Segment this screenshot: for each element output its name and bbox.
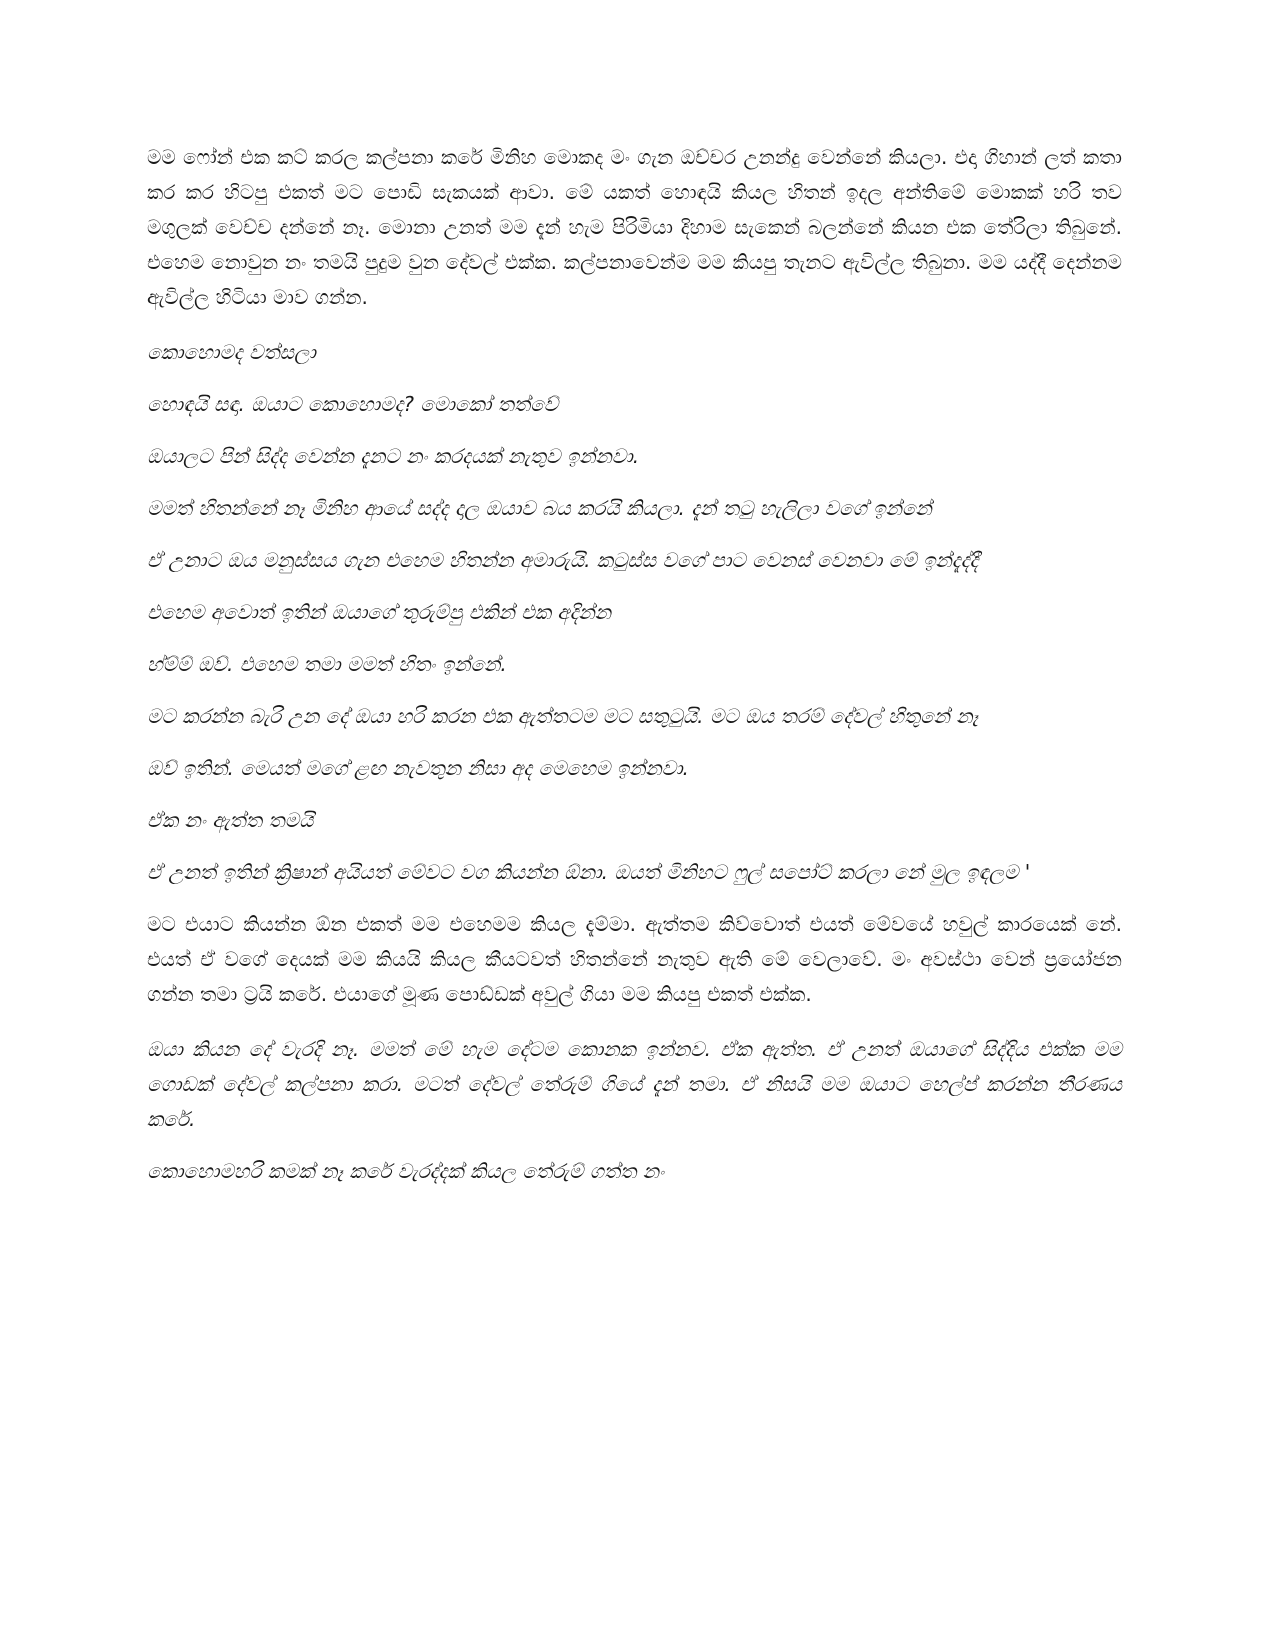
dialogue-line: මමත් හිතන්නේ නෑ මිනිහ ආයේ සද්ද දාල ඔයාව බය කරයි කියලා. දැන් තටු හැලිලා වගේ ඉන්නේ — [147, 496, 932, 520]
dialogue-line: මට කරන්න බැරි උන දේ ඔයා හරි කරන එක ඇත්තටම මට සතුටුයි. මට ඔය තරම් දේවල් හිතුනේ නෑ — [147, 704, 979, 728]
dialogue-line: ඒ උනාට ඔය මනුස්සය ගැන එහෙම හිතන්න අමාරුයි. කටුස්ස වගේ පාට වෙනස් වෙනවා මේ ඉන්දැද්දී — [147, 548, 979, 572]
dialogue-line: ඒක නං ඇත්ත තමයි — [147, 808, 314, 832]
dialogue-line: කොහොමහරි කමක් නෑ කරේ වැරද්දක් කියල තේරුම් ගත්ත නං — [147, 1159, 665, 1183]
dialogue-line: හොඳයි සඳා. ඔයාට කොහොමද? මොකෝ තත්වේ — [147, 392, 559, 416]
narration-paragraph: මට එයාට කියන්න ඕන එකත් මම එහෙමම කියල දැම්මා. ඇත්තම කිව්වොත් එයත් මේවයේ හවුල් කාරයෙක් නේ. එයත් ඒ වගේ දෙයක් මම කියයි කියල කීයටවත් හිතන්නේ නැතුව ඇති මේ වෙලාවේ. මං අවස්ථා වෙන් ප්‍රයෝජන ගන්න තමා ට්‍රයි කරේ. එයාගේ මූණ පොඩ්ඩක් අවුල් ගියා මම කියපු එකත් එක්ක. — [147, 912, 1122, 1006]
dialogue-line: කොහොමද වත්සලා — [147, 340, 316, 364]
document-body — [147, 140, 1122, 1206]
dialogue-line: හ්ම්ම් ඔව්. එහෙම තමා මමත් හිතං ඉන්නේ. — [147, 652, 507, 676]
dialogue-line: ඔයාලට පින් සිද්ද වෙන්න දැනට නං කරදයක් නැතුව ඉන්නවා. — [147, 444, 640, 468]
dialogue-line: ඒ උනත් ඉතින් ක්‍රිෂාන් අයියත් මේවට වග කියන්න ඕනා. ඔයත් මිනිහට ෆුල් සපෝට් කරලා නේ මුල ඉඳලම ' — [147, 860, 1031, 884]
dialogue-line: ඔයා කියන දේ වැරදි නෑ. මමත් මේ හැම දේටම කොනක ඉන්නව. ඒක ඇත්ත. ඒ උනත් ඔයාගේ සිද්දිය එක්ක මම ගොඩක් දේවල් කල්පනා කරා. මටත් දේවල් තේරුම් ගියේ දැන් තමා. ඒ නිසයි මම ඔයාට හෙල්ප් කරන්න තීරණය කරේ. — [147, 1037, 1122, 1131]
dialogue-line: ඔව් ඉතින්. මෙයත් මගේ ළඟ නැවතුන නිසා අද මෙහෙම ඉන්නවා. — [147, 756, 689, 780]
narration-paragraph: මම ෆෝන් එක කට් කරල කල්පනා කරේ මිනිහ මොකද මං ගැන ඔච්චර උනන්දු වෙන්නේ කියලා. එදා ගිහාන් ලත් කතා කර කර හිටපු එකත් මට පොඩි සැකයක් ආවා. මේ යකත් හොඳයි කියල හිතන් ඉදල අන්තිමේ මොකක් හරි තව මගුලක් වෙච්ච දන්නේ නෑ. මොනා උනත් මම දැන් හැම පිරිමියා දිහාම සැකෙන් බලන්නේ කියන එක තේරිලා තිබුනේ. එහෙම නොවුන නං තමයි පුදුම වුන දේවල් එක්ක. කල්පනාවෙන්ම මම කියපු තැනට ඇවිල්ල තිබුනා. මම යද්දී දෙන්නම ඇවිල්ල හිටියා මාව ගන්න. — [147, 145, 1122, 309]
dialogue-line: එහෙම අවොත් ඉතින් ඔයාගේ තුරුම්පු එකින් එක අදින්න — [147, 600, 611, 624]
